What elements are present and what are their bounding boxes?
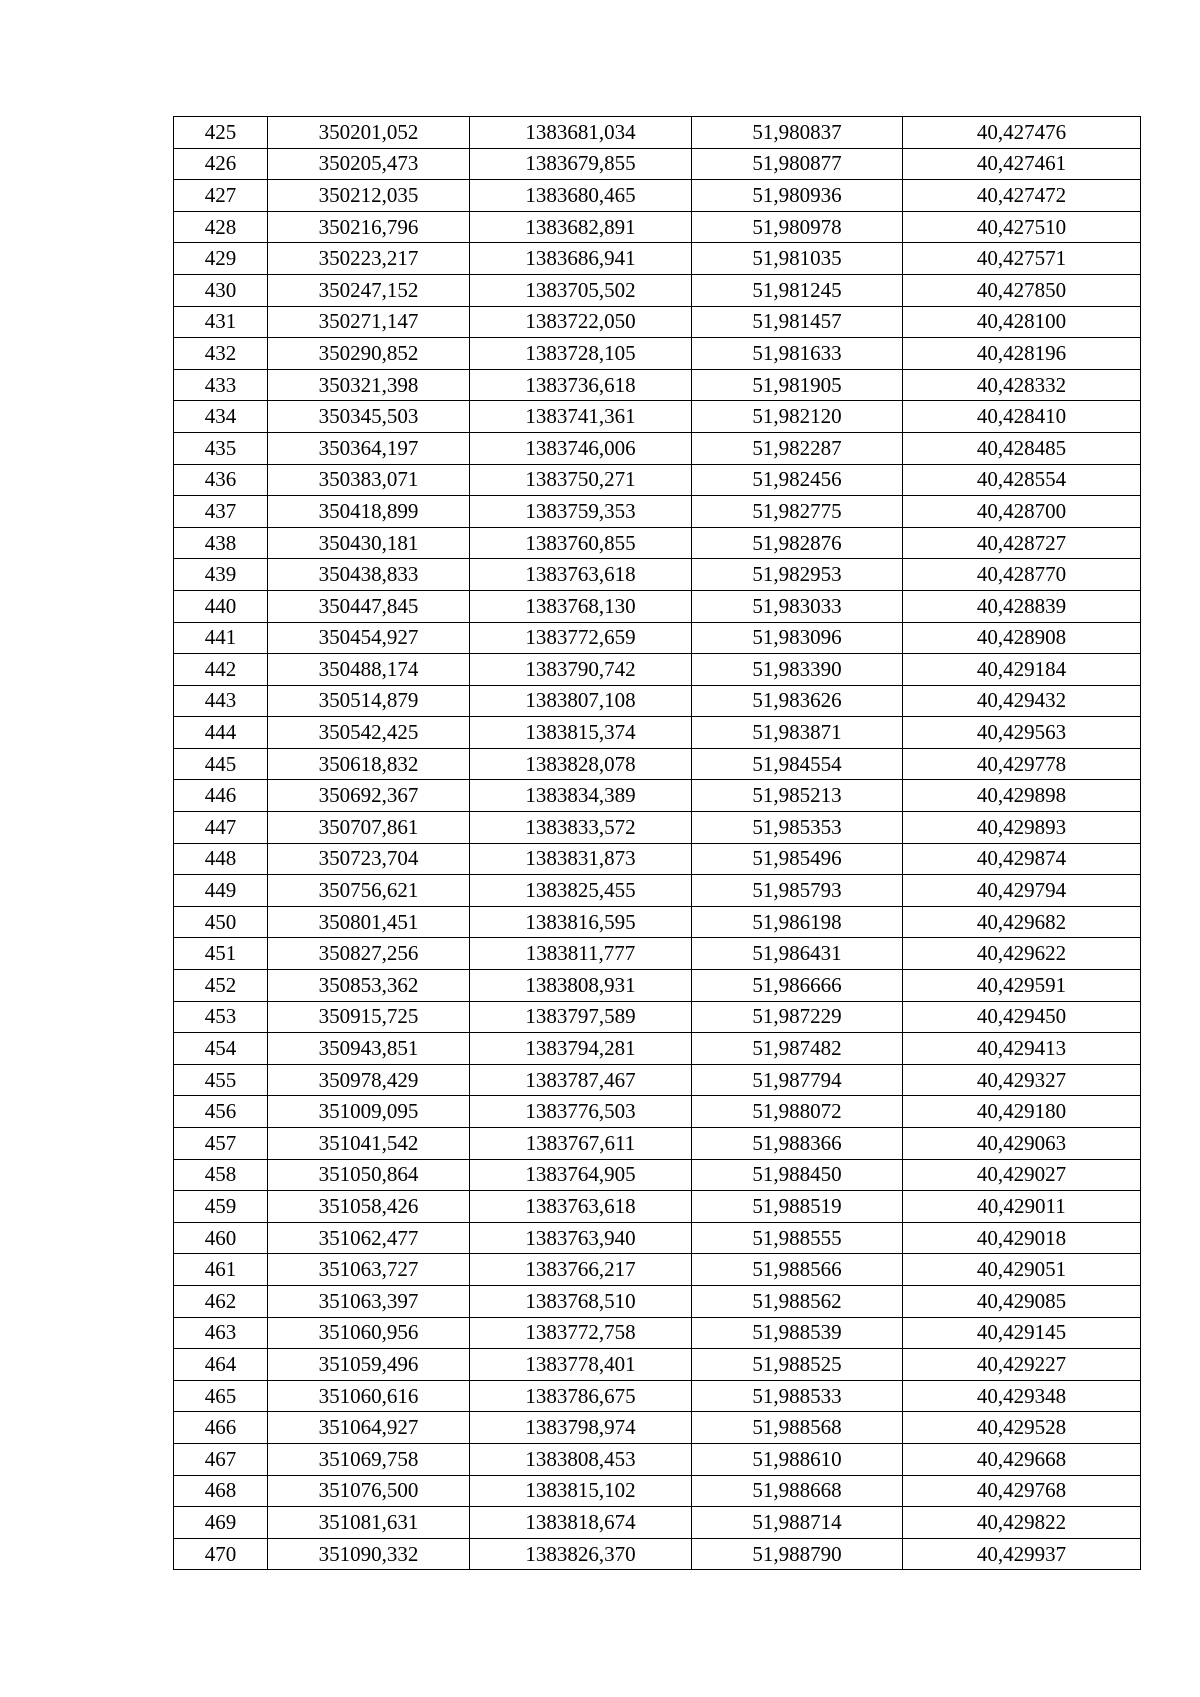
y-coordinate-cell: 1383763,940	[470, 1222, 692, 1254]
latitude-cell: 51,983033	[692, 590, 903, 622]
latitude-cell: 51,988668	[692, 1475, 903, 1507]
point-number-cell: 425	[174, 117, 268, 149]
y-coordinate-cell: 1383767,611	[470, 1128, 692, 1160]
longitude-cell: 40,429450	[903, 1001, 1141, 1033]
x-coordinate-cell: 351062,477	[268, 1222, 470, 1254]
latitude-cell: 51,982456	[692, 464, 903, 496]
point-number-cell: 443	[174, 685, 268, 717]
longitude-cell: 40,429011	[903, 1191, 1141, 1223]
point-number-cell: 469	[174, 1507, 268, 1539]
latitude-cell: 51,988566	[692, 1254, 903, 1286]
latitude-cell: 51,988555	[692, 1222, 903, 1254]
table-row	[174, 1317, 1141, 1349]
longitude-cell: 40,428485	[903, 432, 1141, 464]
table-row	[174, 1507, 1141, 1539]
point-number-cell: 460	[174, 1222, 268, 1254]
point-number-cell: 432	[174, 338, 268, 370]
y-coordinate-cell: 1383768,130	[470, 590, 692, 622]
y-coordinate-cell: 1383776,503	[470, 1096, 692, 1128]
x-coordinate-cell: 351076,500	[268, 1475, 470, 1507]
y-coordinate-cell: 1383736,618	[470, 369, 692, 401]
x-coordinate-cell: 350223,217	[268, 243, 470, 275]
latitude-cell: 51,984554	[692, 748, 903, 780]
latitude-cell: 51,985353	[692, 812, 903, 844]
y-coordinate-cell: 1383681,034	[470, 117, 692, 149]
y-coordinate-cell: 1383759,353	[470, 496, 692, 528]
latitude-cell: 51,982775	[692, 496, 903, 528]
longitude-cell: 40,428196	[903, 338, 1141, 370]
point-number-cell: 435	[174, 432, 268, 464]
x-coordinate-cell: 351069,758	[268, 1443, 470, 1475]
point-number-cell: 450	[174, 906, 268, 938]
longitude-cell: 40,428727	[903, 527, 1141, 559]
x-coordinate-cell: 351058,426	[268, 1191, 470, 1223]
point-number-cell: 454	[174, 1033, 268, 1065]
y-coordinate-cell: 1383680,465	[470, 180, 692, 212]
table-row	[174, 274, 1141, 306]
table-row	[174, 812, 1141, 844]
point-number-cell: 452	[174, 970, 268, 1002]
point-number-cell: 440	[174, 590, 268, 622]
table-row	[174, 1064, 1141, 1096]
point-number-cell: 444	[174, 717, 268, 749]
point-number-cell: 461	[174, 1254, 268, 1286]
x-coordinate-cell: 350618,832	[268, 748, 470, 780]
longitude-cell: 40,429184	[903, 654, 1141, 686]
table-row	[174, 306, 1141, 338]
x-coordinate-cell: 350756,621	[268, 875, 470, 907]
x-coordinate-cell: 351041,542	[268, 1128, 470, 1160]
latitude-cell: 51,988533	[692, 1380, 903, 1412]
x-coordinate-cell: 350438,833	[268, 559, 470, 591]
y-coordinate-cell: 1383764,905	[470, 1159, 692, 1191]
longitude-cell: 40,428332	[903, 369, 1141, 401]
point-number-cell: 427	[174, 180, 268, 212]
point-number-cell: 447	[174, 812, 268, 844]
y-coordinate-cell: 1383746,006	[470, 432, 692, 464]
table-row	[174, 590, 1141, 622]
latitude-cell: 51,980877	[692, 148, 903, 180]
longitude-cell: 40,427850	[903, 274, 1141, 306]
y-coordinate-cell: 1383768,510	[470, 1285, 692, 1317]
latitude-cell: 51,988450	[692, 1159, 903, 1191]
x-coordinate-cell: 351009,095	[268, 1096, 470, 1128]
latitude-cell: 51,985496	[692, 843, 903, 875]
latitude-cell: 51,987229	[692, 1001, 903, 1033]
latitude-cell: 51,985793	[692, 875, 903, 907]
y-coordinate-cell: 1383786,675	[470, 1380, 692, 1412]
x-coordinate-cell: 351059,496	[268, 1349, 470, 1381]
x-coordinate-cell: 351060,956	[268, 1317, 470, 1349]
point-number-cell: 466	[174, 1412, 268, 1444]
x-coordinate-cell: 351063,727	[268, 1254, 470, 1286]
latitude-cell: 51,988568	[692, 1412, 903, 1444]
longitude-cell: 40,429563	[903, 717, 1141, 749]
y-coordinate-cell: 1383750,271	[470, 464, 692, 496]
table-row	[174, 1412, 1141, 1444]
longitude-cell: 40,429432	[903, 685, 1141, 717]
table-row	[174, 1128, 1141, 1160]
longitude-cell: 40,429622	[903, 938, 1141, 970]
longitude-cell: 40,429327	[903, 1064, 1141, 1096]
latitude-cell: 51,982120	[692, 401, 903, 433]
longitude-cell: 40,427476	[903, 117, 1141, 149]
table-row	[174, 780, 1141, 812]
longitude-cell: 40,428554	[903, 464, 1141, 496]
y-coordinate-cell: 1383772,758	[470, 1317, 692, 1349]
latitude-cell: 51,985213	[692, 780, 903, 812]
x-coordinate-cell: 350723,704	[268, 843, 470, 875]
x-coordinate-cell: 350978,429	[268, 1064, 470, 1096]
longitude-cell: 40,429668	[903, 1443, 1141, 1475]
point-number-cell: 470	[174, 1538, 268, 1570]
longitude-cell: 40,429085	[903, 1285, 1141, 1317]
table-row	[174, 1285, 1141, 1317]
point-number-cell: 446	[174, 780, 268, 812]
latitude-cell: 51,982953	[692, 559, 903, 591]
coordinates-table-body	[174, 117, 1141, 1570]
point-number-cell: 449	[174, 875, 268, 907]
y-coordinate-cell: 1383705,502	[470, 274, 692, 306]
y-coordinate-cell: 1383834,389	[470, 780, 692, 812]
table-row	[174, 464, 1141, 496]
y-coordinate-cell: 1383790,742	[470, 654, 692, 686]
longitude-cell: 40,429898	[903, 780, 1141, 812]
x-coordinate-cell: 350707,861	[268, 812, 470, 844]
table-row	[174, 843, 1141, 875]
table-row	[174, 148, 1141, 180]
longitude-cell: 40,427571	[903, 243, 1141, 275]
latitude-cell: 51,983871	[692, 717, 903, 749]
x-coordinate-cell: 350345,503	[268, 401, 470, 433]
table-row	[174, 1538, 1141, 1570]
x-coordinate-cell: 350321,398	[268, 369, 470, 401]
y-coordinate-cell: 1383787,467	[470, 1064, 692, 1096]
y-coordinate-cell: 1383766,217	[470, 1254, 692, 1286]
longitude-cell: 40,429794	[903, 875, 1141, 907]
latitude-cell: 51,988519	[692, 1191, 903, 1223]
longitude-cell: 40,429348	[903, 1380, 1141, 1412]
point-number-cell: 441	[174, 622, 268, 654]
latitude-cell: 51,981035	[692, 243, 903, 275]
y-coordinate-cell: 1383682,891	[470, 211, 692, 243]
table-row	[174, 432, 1141, 464]
point-number-cell: 438	[174, 527, 268, 559]
table-row	[174, 338, 1141, 370]
longitude-cell: 40,429822	[903, 1507, 1141, 1539]
point-number-cell: 434	[174, 401, 268, 433]
y-coordinate-cell: 1383794,281	[470, 1033, 692, 1065]
latitude-cell: 51,980978	[692, 211, 903, 243]
x-coordinate-cell: 350915,725	[268, 1001, 470, 1033]
x-coordinate-cell: 350542,425	[268, 717, 470, 749]
latitude-cell: 51,986198	[692, 906, 903, 938]
latitude-cell: 51,988790	[692, 1538, 903, 1570]
table-row	[174, 1349, 1141, 1381]
y-coordinate-cell: 1383722,050	[470, 306, 692, 338]
point-number-cell: 464	[174, 1349, 268, 1381]
x-coordinate-cell: 350943,851	[268, 1033, 470, 1065]
table-row	[174, 938, 1141, 970]
point-number-cell: 465	[174, 1380, 268, 1412]
latitude-cell: 51,981245	[692, 274, 903, 306]
point-number-cell: 468	[174, 1475, 268, 1507]
longitude-cell: 40,427510	[903, 211, 1141, 243]
longitude-cell: 40,428700	[903, 496, 1141, 528]
point-number-cell: 426	[174, 148, 268, 180]
point-number-cell: 457	[174, 1128, 268, 1160]
y-coordinate-cell: 1383808,931	[470, 970, 692, 1002]
table-row	[174, 906, 1141, 938]
y-coordinate-cell: 1383772,659	[470, 622, 692, 654]
table-row	[174, 1443, 1141, 1475]
longitude-cell: 40,429180	[903, 1096, 1141, 1128]
table-row	[174, 496, 1141, 528]
longitude-cell: 40,429027	[903, 1159, 1141, 1191]
y-coordinate-cell: 1383763,618	[470, 559, 692, 591]
x-coordinate-cell: 350247,152	[268, 274, 470, 306]
x-coordinate-cell: 350271,147	[268, 306, 470, 338]
x-coordinate-cell: 350430,181	[268, 527, 470, 559]
y-coordinate-cell: 1383686,941	[470, 243, 692, 275]
y-coordinate-cell: 1383825,455	[470, 875, 692, 907]
latitude-cell: 51,980936	[692, 180, 903, 212]
x-coordinate-cell: 350212,035	[268, 180, 470, 212]
table-row	[174, 527, 1141, 559]
table-row	[174, 1222, 1141, 1254]
longitude-cell: 40,429051	[903, 1254, 1141, 1286]
latitude-cell: 51,988539	[692, 1317, 903, 1349]
latitude-cell: 51,981633	[692, 338, 903, 370]
latitude-cell: 51,982876	[692, 527, 903, 559]
table-row	[174, 970, 1141, 1002]
point-number-cell: 462	[174, 1285, 268, 1317]
x-coordinate-cell: 351081,631	[268, 1507, 470, 1539]
longitude-cell: 40,429227	[903, 1349, 1141, 1381]
point-number-cell: 455	[174, 1064, 268, 1096]
x-coordinate-cell: 350364,197	[268, 432, 470, 464]
latitude-cell: 51,983626	[692, 685, 903, 717]
longitude-cell: 40,429528	[903, 1412, 1141, 1444]
longitude-cell: 40,429937	[903, 1538, 1141, 1570]
latitude-cell: 51,986666	[692, 970, 903, 1002]
longitude-cell: 40,428908	[903, 622, 1141, 654]
table-row	[174, 1033, 1141, 1065]
x-coordinate-cell: 350827,256	[268, 938, 470, 970]
longitude-cell: 40,429768	[903, 1475, 1141, 1507]
table-row	[174, 369, 1141, 401]
point-number-cell: 430	[174, 274, 268, 306]
table-row	[174, 685, 1141, 717]
point-number-cell: 437	[174, 496, 268, 528]
longitude-cell: 40,429145	[903, 1317, 1141, 1349]
table-row	[174, 1380, 1141, 1412]
table-row	[174, 717, 1141, 749]
x-coordinate-cell: 350205,473	[268, 148, 470, 180]
latitude-cell: 51,986431	[692, 938, 903, 970]
y-coordinate-cell: 1383833,572	[470, 812, 692, 844]
y-coordinate-cell: 1383808,453	[470, 1443, 692, 1475]
point-number-cell: 428	[174, 211, 268, 243]
longitude-cell: 40,428410	[903, 401, 1141, 433]
table-row	[174, 1096, 1141, 1128]
longitude-cell: 40,429893	[903, 812, 1141, 844]
table-row	[174, 1001, 1141, 1033]
table-row	[174, 1254, 1141, 1286]
longitude-cell: 40,428839	[903, 590, 1141, 622]
y-coordinate-cell: 1383826,370	[470, 1538, 692, 1570]
table-row	[174, 211, 1141, 243]
latitude-cell: 51,983096	[692, 622, 903, 654]
x-coordinate-cell: 350290,852	[268, 338, 470, 370]
point-number-cell: 453	[174, 1001, 268, 1033]
longitude-cell: 40,429778	[903, 748, 1141, 780]
x-coordinate-cell: 350454,927	[268, 622, 470, 654]
y-coordinate-cell: 1383741,361	[470, 401, 692, 433]
point-number-cell: 436	[174, 464, 268, 496]
latitude-cell: 51,982287	[692, 432, 903, 464]
point-number-cell: 439	[174, 559, 268, 591]
y-coordinate-cell: 1383818,674	[470, 1507, 692, 1539]
point-number-cell: 459	[174, 1191, 268, 1223]
latitude-cell: 51,981905	[692, 369, 903, 401]
table-row	[174, 622, 1141, 654]
y-coordinate-cell: 1383679,855	[470, 148, 692, 180]
x-coordinate-cell: 351090,332	[268, 1538, 470, 1570]
y-coordinate-cell: 1383807,108	[470, 685, 692, 717]
latitude-cell: 51,988525	[692, 1349, 903, 1381]
y-coordinate-cell: 1383811,777	[470, 938, 692, 970]
coordinates-table	[173, 116, 1141, 1570]
point-number-cell: 433	[174, 369, 268, 401]
point-number-cell: 445	[174, 748, 268, 780]
table-row	[174, 401, 1141, 433]
table-row	[174, 1191, 1141, 1223]
y-coordinate-cell: 1383815,374	[470, 717, 692, 749]
x-coordinate-cell: 350853,362	[268, 970, 470, 1002]
y-coordinate-cell: 1383816,595	[470, 906, 692, 938]
point-number-cell: 456	[174, 1096, 268, 1128]
x-coordinate-cell: 350801,451	[268, 906, 470, 938]
longitude-cell: 40,429413	[903, 1033, 1141, 1065]
x-coordinate-cell: 350216,796	[268, 211, 470, 243]
point-number-cell: 467	[174, 1443, 268, 1475]
point-number-cell: 448	[174, 843, 268, 875]
x-coordinate-cell: 350514,879	[268, 685, 470, 717]
table-row	[174, 875, 1141, 907]
longitude-cell: 40,429682	[903, 906, 1141, 938]
x-coordinate-cell: 350488,174	[268, 654, 470, 686]
table-row	[174, 559, 1141, 591]
latitude-cell: 51,987794	[692, 1064, 903, 1096]
point-number-cell: 451	[174, 938, 268, 970]
table-row	[174, 1159, 1141, 1191]
latitude-cell: 51,988072	[692, 1096, 903, 1128]
y-coordinate-cell: 1383763,618	[470, 1191, 692, 1223]
x-coordinate-cell: 350201,052	[268, 117, 470, 149]
y-coordinate-cell: 1383728,105	[470, 338, 692, 370]
y-coordinate-cell: 1383778,401	[470, 1349, 692, 1381]
latitude-cell: 51,988714	[692, 1507, 903, 1539]
longitude-cell: 40,428100	[903, 306, 1141, 338]
longitude-cell: 40,428770	[903, 559, 1141, 591]
x-coordinate-cell: 351064,927	[268, 1412, 470, 1444]
x-coordinate-cell: 351050,864	[268, 1159, 470, 1191]
longitude-cell: 40,429018	[903, 1222, 1141, 1254]
point-number-cell: 431	[174, 306, 268, 338]
latitude-cell: 51,988366	[692, 1128, 903, 1160]
latitude-cell: 51,981457	[692, 306, 903, 338]
longitude-cell: 40,427472	[903, 180, 1141, 212]
y-coordinate-cell: 1383760,855	[470, 527, 692, 559]
table-row	[174, 748, 1141, 780]
latitude-cell: 51,987482	[692, 1033, 903, 1065]
point-number-cell: 442	[174, 654, 268, 686]
x-coordinate-cell: 350418,899	[268, 496, 470, 528]
latitude-cell: 51,988610	[692, 1443, 903, 1475]
table-row	[174, 654, 1141, 686]
y-coordinate-cell: 1383797,589	[470, 1001, 692, 1033]
point-number-cell: 429	[174, 243, 268, 275]
longitude-cell: 40,429591	[903, 970, 1141, 1002]
y-coordinate-cell: 1383815,102	[470, 1475, 692, 1507]
x-coordinate-cell: 350383,071	[268, 464, 470, 496]
table-row	[174, 117, 1141, 149]
x-coordinate-cell: 350692,367	[268, 780, 470, 812]
x-coordinate-cell: 350447,845	[268, 590, 470, 622]
point-number-cell: 463	[174, 1317, 268, 1349]
y-coordinate-cell: 1383828,078	[470, 748, 692, 780]
x-coordinate-cell: 351060,616	[268, 1380, 470, 1412]
latitude-cell: 51,980837	[692, 117, 903, 149]
table-row	[174, 243, 1141, 275]
longitude-cell: 40,429063	[903, 1128, 1141, 1160]
x-coordinate-cell: 351063,397	[268, 1285, 470, 1317]
longitude-cell: 40,427461	[903, 148, 1141, 180]
longitude-cell: 40,429874	[903, 843, 1141, 875]
latitude-cell: 51,988562	[692, 1285, 903, 1317]
y-coordinate-cell: 1383798,974	[470, 1412, 692, 1444]
table-row	[174, 1475, 1141, 1507]
y-coordinate-cell: 1383831,873	[470, 843, 692, 875]
latitude-cell: 51,983390	[692, 654, 903, 686]
table-row	[174, 180, 1141, 212]
point-number-cell: 458	[174, 1159, 268, 1191]
